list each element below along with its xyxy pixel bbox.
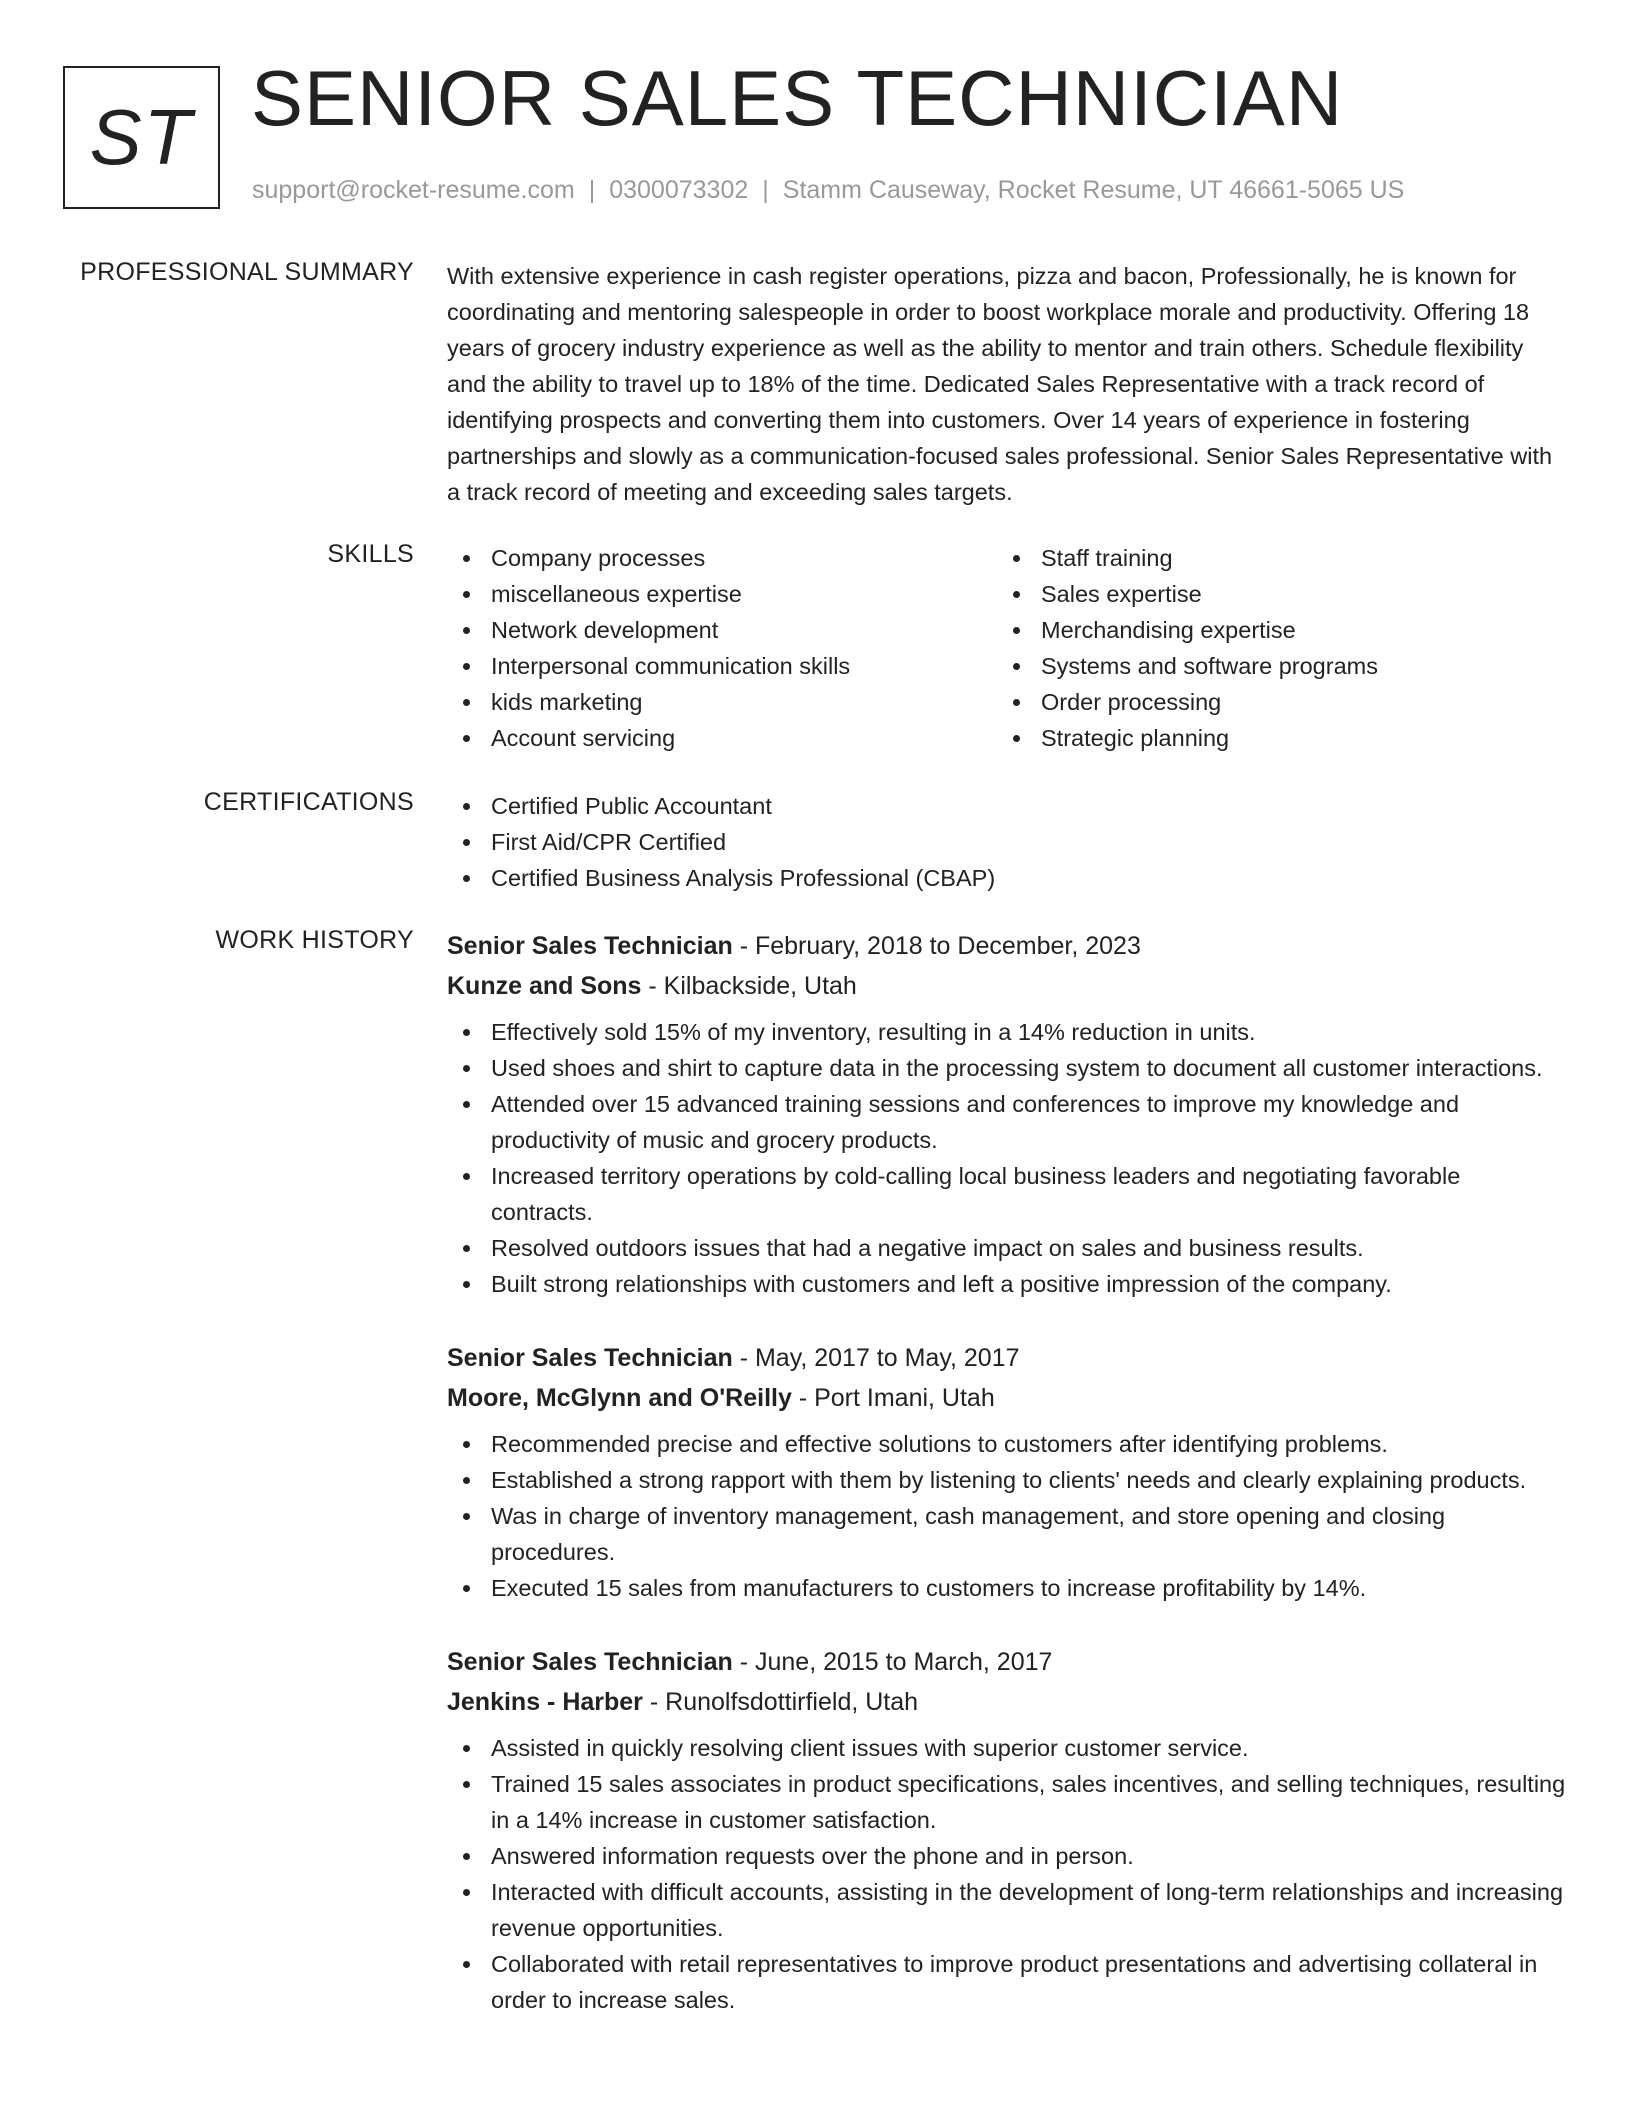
skills-left-list [447, 540, 997, 756]
job-dates: - June, 2015 to March, 2017 [732, 1648, 1053, 1676]
job-bullet: Was in charge of inventory management, cash management, and store opening and closing procedures. [447, 1498, 1567, 1570]
certification-item: Certified Business Analysis Professional (CBAP) [447, 860, 1567, 896]
skill-item: Network development [447, 612, 997, 648]
certification-item: First Aid/CPR Certified [447, 824, 1567, 860]
job-title: Senior Sales Technician [447, 1648, 733, 1676]
job-title: Senior Sales Technician [447, 1344, 733, 1372]
job-location: - Runolfsdottirfield, Utah [642, 1688, 919, 1716]
job-bullets [447, 1426, 1567, 1606]
section-label: PROFESSIONAL SUMMARY [80, 258, 414, 286]
job-company: Moore, McGlynn and O'Reilly [447, 1384, 792, 1412]
job-dates: - May, 2017 to May, 2017 [732, 1344, 1020, 1372]
job-title-line [447, 1338, 1567, 1378]
email[interactable]: support@rocket-resume.com [252, 176, 575, 204]
job-bullet: Collaborated with retail representatives to improve product presentations and advertising collateral in order to increase sales. [447, 1946, 1567, 2018]
job-entry [447, 1338, 1567, 1606]
skills-right-list [997, 540, 1547, 756]
job-bullet: Answered information requests over the phone and in person. [447, 1838, 1567, 1874]
section-label: SKILLS [327, 540, 414, 568]
job-dates: - February, 2018 to December, 2023 [732, 932, 1141, 960]
work-history-body [447, 926, 1567, 2018]
job-title: Senior Sales Technician [447, 932, 733, 960]
certifications-body [447, 788, 1567, 896]
job-bullet: Recommended precise and effective solutions to customers after identifying problems. [447, 1426, 1567, 1462]
monogram: ST [63, 66, 220, 209]
job-bullet: Assisted in quickly resolving client issues with superior customer service. [447, 1730, 1567, 1766]
address: Stamm Causeway, Rocket Resume, UT 46661-5065 US [782, 176, 1405, 204]
skill-item: Merchandising expertise [997, 612, 1547, 648]
phone[interactable]: 0300073302 [609, 176, 749, 204]
job-company-line [447, 1378, 1567, 1418]
job-bullet: Interacted with difficult accounts, assisting in the development of long-term relationships and increasing revenue opportunities. [447, 1874, 1567, 1946]
resume-title: SENIOR SALES TECHNICIAN [251, 54, 1344, 142]
job-company-line [447, 1682, 1567, 1722]
job-bullets [447, 1014, 1567, 1302]
job-bullet: Executed 15 sales from manufacturers to customers to increase profitability by 14%. [447, 1570, 1567, 1606]
skill-item: Strategic planning [997, 720, 1547, 756]
skill-item: Account servicing [447, 720, 997, 756]
skill-item: Sales expertise [997, 576, 1547, 612]
job-location: - Kilbackside, Utah [641, 972, 857, 1000]
certifications-list [447, 788, 1567, 896]
job-company-line [447, 966, 1567, 1006]
skill-item: Staff training [997, 540, 1547, 576]
section-label: WORK HISTORY [215, 926, 414, 954]
separator: | [588, 176, 596, 204]
job-company: Kunze and Sons [447, 972, 642, 1000]
job-company: Jenkins - Harber [447, 1688, 643, 1716]
skill-item: miscellaneous expertise [447, 576, 997, 612]
section-label: CERTIFICATIONS [203, 788, 414, 816]
skill-item: Company processes [447, 540, 997, 576]
skill-item: Interpersonal communication skills [447, 648, 997, 684]
skill-item: kids marketing [447, 684, 997, 720]
job-title-line [447, 1642, 1567, 1682]
job-bullet: Increased territory operations by cold-calling local business leaders and negotiating favorable contracts. [447, 1158, 1567, 1230]
job-title-line [447, 926, 1567, 966]
job-bullet: Built strong relationships with customers and left a positive impression of the company. [447, 1266, 1567, 1302]
job-bullet: Effectively sold 15% of my inventory, resulting in a 14% reduction in units. [447, 1014, 1567, 1050]
job-entry [447, 926, 1567, 1302]
job-bullet: Resolved outdoors issues that had a negative impact on sales and business results. [447, 1230, 1567, 1266]
contact-line [252, 176, 1404, 205]
certification-item: Certified Public Accountant [447, 788, 1567, 824]
summary-text: With extensive experience in cash register operations, pizza and bacon, Professionally, he is known for coordinating and mentoring salespeople in order to boost workplace morale and productivity. Offering 18 years of grocery industry experience as well as the ability to mentor and train others. Schedule flexibility and the ability to travel up to 18% of the time. Dedicated Sales Representative with a track record of identifying prospects and converting them into customers. Over 14 years of experience in fostering partnerships and slowly as a communication-focused sales professional. Senior Sales Representative with a track record of meeting and exceeding sales targets. [447, 263, 1553, 505]
job-bullet: Attended over 15 advanced training sessions and conferences to improve my knowledge and productivity of music and grocery products. [447, 1086, 1567, 1158]
job-bullets [447, 1730, 1567, 2018]
job-entry [447, 1642, 1567, 2018]
skill-item: Systems and software programs [997, 648, 1547, 684]
job-bullet: Established a strong rapport with them by listening to clients' needs and clearly explaining products. [447, 1462, 1567, 1498]
job-bullet: Trained 15 sales associates in product specifications, sales incentives, and selling techniques, resulting in a 14% increase in customer satisfaction. [447, 1766, 1567, 1838]
skill-item: Order processing [997, 684, 1547, 720]
job-location: - Port Imani, Utah [791, 1384, 995, 1412]
skills-columns [447, 540, 1567, 756]
job-bullet: Used shoes and shirt to capture data in the processing system to document all customer interactions. [447, 1050, 1567, 1086]
separator: | [762, 176, 769, 204]
